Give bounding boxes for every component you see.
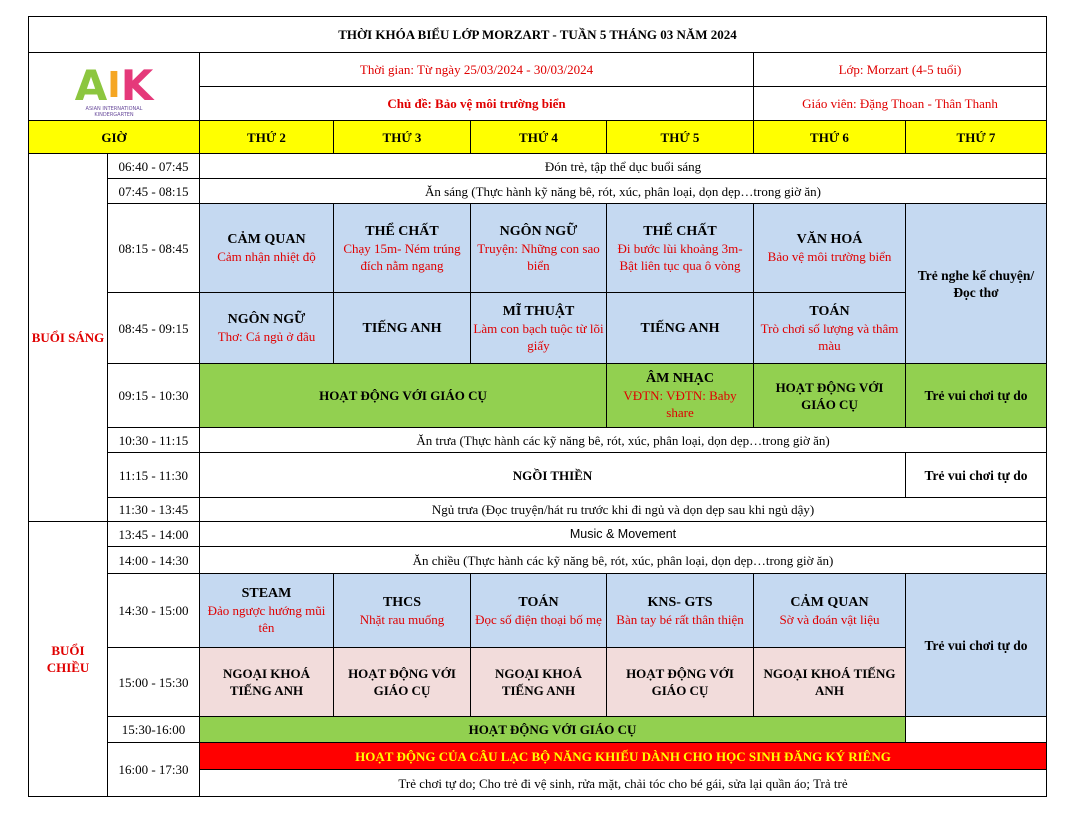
lesson-cell <box>607 364 754 428</box>
lesson-detail: Bảo vệ môi trường biển <box>767 249 892 264</box>
header-day-thu: THỨ 5 <box>607 121 754 154</box>
header-time: GIỜ <box>29 121 200 154</box>
lesson-detail: Thơ: Cá ngủ ở đâu <box>217 329 316 344</box>
time-slot: 08:15 - 08:45 <box>108 204 200 293</box>
page-title: THỜI KHÓA BIỂU LỚP MORZART - TUẦN 5 THÁNG 03 NĂM 2024 <box>29 17 1047 53</box>
saturday-activity: Trẻ nghe kể chuyện/Đọc thơ <box>906 204 1047 364</box>
schedule-table <box>28 16 1047 797</box>
lesson-cell <box>754 574 906 648</box>
time-slot: 14:30 - 15:00 <box>108 574 200 648</box>
club-banner: HOẠT ĐỘNG CỦA CÂU LẠC BỘ NĂNG KHIẾU DÀNH CHO HỌC SINH ĐĂNG KÝ RIÊNG <box>200 743 1047 770</box>
logo <box>29 53 200 121</box>
lesson-subject: TIẾNG ANH <box>362 320 442 336</box>
time-slot: 08:45 - 09:15 <box>108 293 200 364</box>
lesson-cell <box>471 574 607 648</box>
lesson-cell <box>334 204 471 293</box>
lesson-cell: HOẠT ĐỘNG VỚI GIÁO CỤ <box>607 648 754 717</box>
lesson-detail: Sờ và đoán vật liệu <box>779 611 880 627</box>
lesson-detail: Đảo ngược hướng mũi tên <box>207 603 326 635</box>
lesson-detail: Cảm nhận nhiệt độ <box>217 249 316 264</box>
header-day-mon: THỨ 2 <box>200 121 334 154</box>
lesson-cell <box>754 293 906 364</box>
lesson-detail: Bàn tay bé rất thân thiện <box>616 611 744 627</box>
time-slot: 16:00 - 17:30 <box>108 743 200 797</box>
time-slot: 14:00 - 14:30 <box>108 547 200 574</box>
activity-cell: Ăn sáng (Thực hành kỹ năng bê, rót, xúc, phân loại, dọn dẹp…trong giờ ăn) <box>200 179 1047 204</box>
activity-cell: HOẠT ĐỘNG VỚI GIÁO CỤ <box>754 364 906 428</box>
session-afternoon: BUỔI CHIỀU <box>29 522 108 797</box>
lesson-cell <box>471 293 607 364</box>
lesson-cell: NGOẠI KHOÁ TIẾNG ANH <box>471 648 607 717</box>
header-day-fri: THỨ 6 <box>754 121 906 154</box>
header-day-wed: THỨ 4 <box>471 121 607 154</box>
time-slot: 15:30-16:00 <box>108 717 200 743</box>
lesson-subject: THỂ CHẤT <box>365 223 439 239</box>
lesson-detail: Đọc số điện thoại bố mẹ <box>475 611 602 627</box>
lesson-cell <box>607 204 754 293</box>
lesson-subject: CẢM QUAN <box>790 594 869 610</box>
lesson-detail: VĐTN: VĐTN: Baby share <box>623 388 737 420</box>
lesson-detail: Làm con bạch tuộc từ lõi giấy <box>473 320 604 353</box>
activity-cell: Ăn chiều (Thực hành các kỹ năng bê, rót, xúc, phân loại, dọn dẹp…trong giờ ăn) <box>200 547 1047 574</box>
lesson-detail: Đi bước lùi khoảng 3m- Bật liên tục qua ô vòng <box>617 240 743 273</box>
lesson-cell <box>754 204 906 293</box>
lesson-subject: NGÔN NGỮ <box>227 312 306 327</box>
lesson-cell: NGOẠI KHOÁ TIẾNG ANH <box>754 648 906 717</box>
period-info: Thời gian: Từ ngày 25/03/2024 - 30/03/2024 <box>200 53 754 87</box>
activity-cell: NGỒI THIỀN <box>200 453 906 498</box>
lesson-cell: HOẠT ĐỘNG VỚI GIÁO CỤ <box>334 648 471 717</box>
lesson-detail: Chạy 15m- Ném trúng đích nằm ngang <box>343 240 461 273</box>
logo-subtitle-2: KINDERGARTEN <box>94 111 134 118</box>
lesson-subject: MĨ THUẬT <box>502 303 575 319</box>
logo-subtitle: ASIAN INTERNATIONAL <box>85 105 143 112</box>
lesson-subject: KNS- GTS <box>647 594 713 610</box>
lesson-subject: ÂM NHẠC <box>645 371 715 386</box>
lesson-cell <box>200 574 334 648</box>
activity-cell: Music & Movement <box>200 522 1047 547</box>
logo-letter-i: I <box>107 64 121 106</box>
activity-cell: HOẠT ĐỘNG VỚI GIÁO CỤ <box>200 717 906 743</box>
time-slot: 15:00 - 15:30 <box>108 648 200 717</box>
lesson-detail: Truyện: Những con sao biển <box>477 240 600 273</box>
lesson-subject: VĂN HOÁ <box>796 232 863 247</box>
lesson-subject: CẢM QUAN <box>227 232 306 247</box>
saturday-activity: Trẻ vui chơi tự do <box>906 364 1047 428</box>
theme-info: Chủ đề: Bảo vệ môi trường biển <box>200 87 754 121</box>
activity-cell: Đón trẻ, tập thể dục buổi sáng <box>200 154 1047 179</box>
lesson-cell <box>607 574 754 648</box>
lesson-cell: NGOẠI KHOÁ TIẾNG ANH <box>200 648 334 717</box>
time-slot: 09:15 - 10:30 <box>108 364 200 428</box>
lesson-cell <box>334 293 471 364</box>
activity-cell: Ngủ trưa (Đọc truyện/hát ru trước khi đi ngủ và dọn dẹp sau khi ngủ dậy) <box>200 498 1047 522</box>
class-info: Lớp: Morzart (4-5 tuổi) <box>754 53 1047 87</box>
saturday-activity: Trẻ vui chơi tự do <box>906 453 1047 498</box>
lesson-subject: TOÁN <box>809 303 850 319</box>
logo-letter-k: K <box>120 60 154 110</box>
activity-cell: Ăn trưa (Thực hành các kỹ năng bê, rót, xúc, phân loại, dọn dẹp…trong giờ ăn) <box>200 428 1047 453</box>
saturday-activity: Trẻ vui chơi tự do <box>906 574 1047 717</box>
lesson-cell <box>334 574 471 648</box>
time-slot: 13:45 - 14:00 <box>108 522 200 547</box>
lesson-subject: STEAM <box>241 586 292 601</box>
time-slot: 06:40 - 07:45 <box>108 154 200 179</box>
lesson-subject: TOÁN <box>518 594 559 610</box>
activity-cell: HOẠT ĐỘNG VỚI GIÁO CỤ <box>200 364 607 428</box>
lesson-subject: TIẾNG ANH <box>640 320 720 336</box>
time-slot: 11:30 - 13:45 <box>108 498 200 522</box>
empty-cell <box>906 717 1047 743</box>
lesson-cell <box>607 293 754 364</box>
lesson-subject: THỂ CHẤT <box>643 223 717 239</box>
header-day-tue: THỨ 3 <box>334 121 471 154</box>
lesson-cell <box>200 293 334 364</box>
lesson-subject: NGÔN NGỮ <box>499 223 578 239</box>
activity-cell: Trẻ chơi tự do; Cho trẻ đi vệ sinh, rửa mặt, chải tóc cho bé gái, sửa lại quần áo; Trả trẻ <box>200 770 1047 797</box>
lesson-cell <box>200 204 334 293</box>
lesson-detail: Nhặt rau muống <box>359 611 445 627</box>
lesson-detail: Trò chơi số lượng và thâm màu <box>760 320 899 353</box>
session-morning: BUỔI SÁNG <box>29 154 108 522</box>
logo-letter-a: A <box>74 60 108 110</box>
teacher-info: Giáo viên: Đặng Thoan - Thân Thanh <box>754 87 1047 121</box>
header-day-sat: THỨ 7 <box>906 121 1047 154</box>
time-slot: 10:30 - 11:15 <box>108 428 200 453</box>
time-slot: 07:45 - 08:15 <box>108 179 200 204</box>
time-slot: 11:15 - 11:30 <box>108 453 200 498</box>
lesson-subject: THCS <box>382 594 422 610</box>
lesson-cell <box>471 204 607 293</box>
